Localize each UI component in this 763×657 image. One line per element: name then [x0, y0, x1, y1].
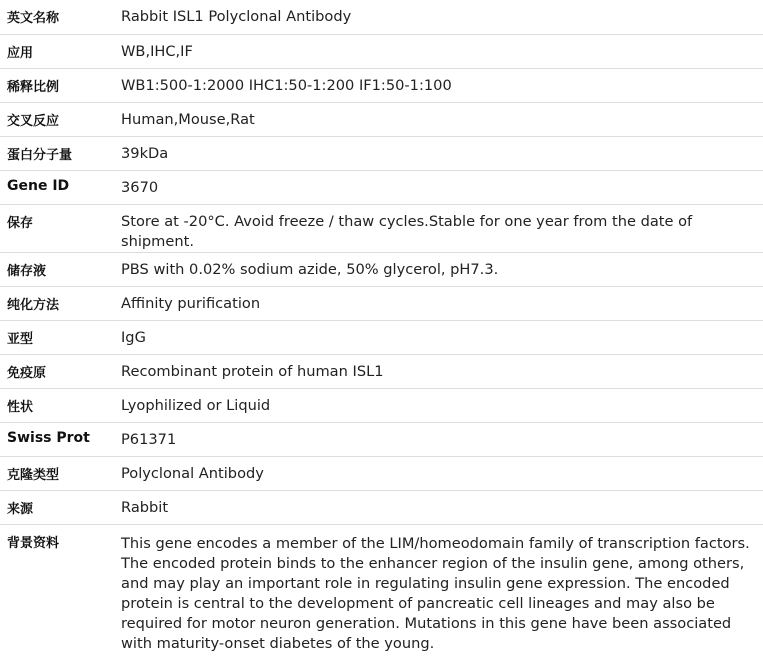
spec-value: WB1:500-1:2000 IHC1:50-1:200 IF1:50-1:100 [114, 68, 763, 102]
spec-value: Affinity purification [114, 286, 763, 320]
spec-key: 来源 [0, 490, 114, 524]
spec-value: Rabbit ISL1 Polyclonal Antibody [114, 0, 763, 34]
spec-value: P61371 [114, 422, 763, 456]
spec-value: Store at -20°C. Avoid freeze / thaw cycles.Stable for one year from the date of shipment. [114, 204, 763, 252]
spec-key: 蛋白分子量 [0, 136, 114, 170]
spec-key: Gene ID [0, 170, 114, 204]
spec-value: Lyophilized or Liquid [114, 388, 763, 422]
spec-key: 交叉反应 [0, 102, 114, 136]
spec-row-storage [0, 204, 763, 252]
spec-key: 保存 [0, 204, 114, 252]
spec-row-form [0, 388, 763, 422]
spec-value: IgG [114, 320, 763, 354]
spec-value: Polyclonal Antibody [114, 456, 763, 490]
spec-value: Recombinant protein of human ISL1 [114, 354, 763, 388]
spec-key: 背景资料 [7, 535, 60, 551]
spec-key: 性状 [0, 388, 114, 422]
spec-row-host [0, 490, 763, 524]
spec-value: Rabbit [114, 490, 763, 524]
spec-value: WB,IHC,IF [114, 34, 763, 68]
spec-key: 稀释比例 [0, 68, 114, 102]
spec-row-clonality [0, 456, 763, 490]
spec-key: Swiss Prot [0, 422, 114, 456]
spec-value: 39kDa [114, 136, 763, 170]
spec-row-application [0, 34, 763, 68]
spec-row-background [0, 524, 763, 654]
spec-key: 英文名称 [0, 0, 114, 34]
spec-key: 亚型 [0, 320, 114, 354]
spec-key: 克隆类型 [0, 456, 114, 490]
spec-row-purification [0, 286, 763, 320]
spec-value: PBS with 0.02% sodium azide, 50% glycerol, pH7.3. [114, 252, 763, 286]
spec-row-immunogen [0, 354, 763, 388]
spec-key: 应用 [0, 34, 114, 68]
spec-key: 纯化方法 [0, 286, 114, 320]
spec-row-english-name [0, 0, 763, 34]
spec-value: This gene encodes a member of the LIM/homeodomain family of transcription factors. The encoded protein binds to the enhancer region of the insulin gene, among others, and may play an important role in regulating insulin gene expression. The encoded protein is central to the development of pancreatic cell lineages and may also be required for motor neuron generation. Mutations in this gene have been associated with maturity-onset diabetes of the young. [121, 534, 750, 652]
spec-key: 免疫原 [0, 354, 114, 388]
spec-row-isotype [0, 320, 763, 354]
spec-row-molecular-weight [0, 136, 763, 170]
spec-row-dilution [0, 68, 763, 102]
spec-value: Human,Mouse,Rat [114, 102, 763, 136]
spec-row-buffer [0, 252, 763, 286]
spec-row-swiss-prot [0, 422, 763, 456]
spec-value: 3670 [114, 170, 763, 204]
spec-key: 储存液 [0, 252, 114, 286]
spec-row-gene-id [0, 170, 763, 204]
spec-row-reactivity [0, 102, 763, 136]
